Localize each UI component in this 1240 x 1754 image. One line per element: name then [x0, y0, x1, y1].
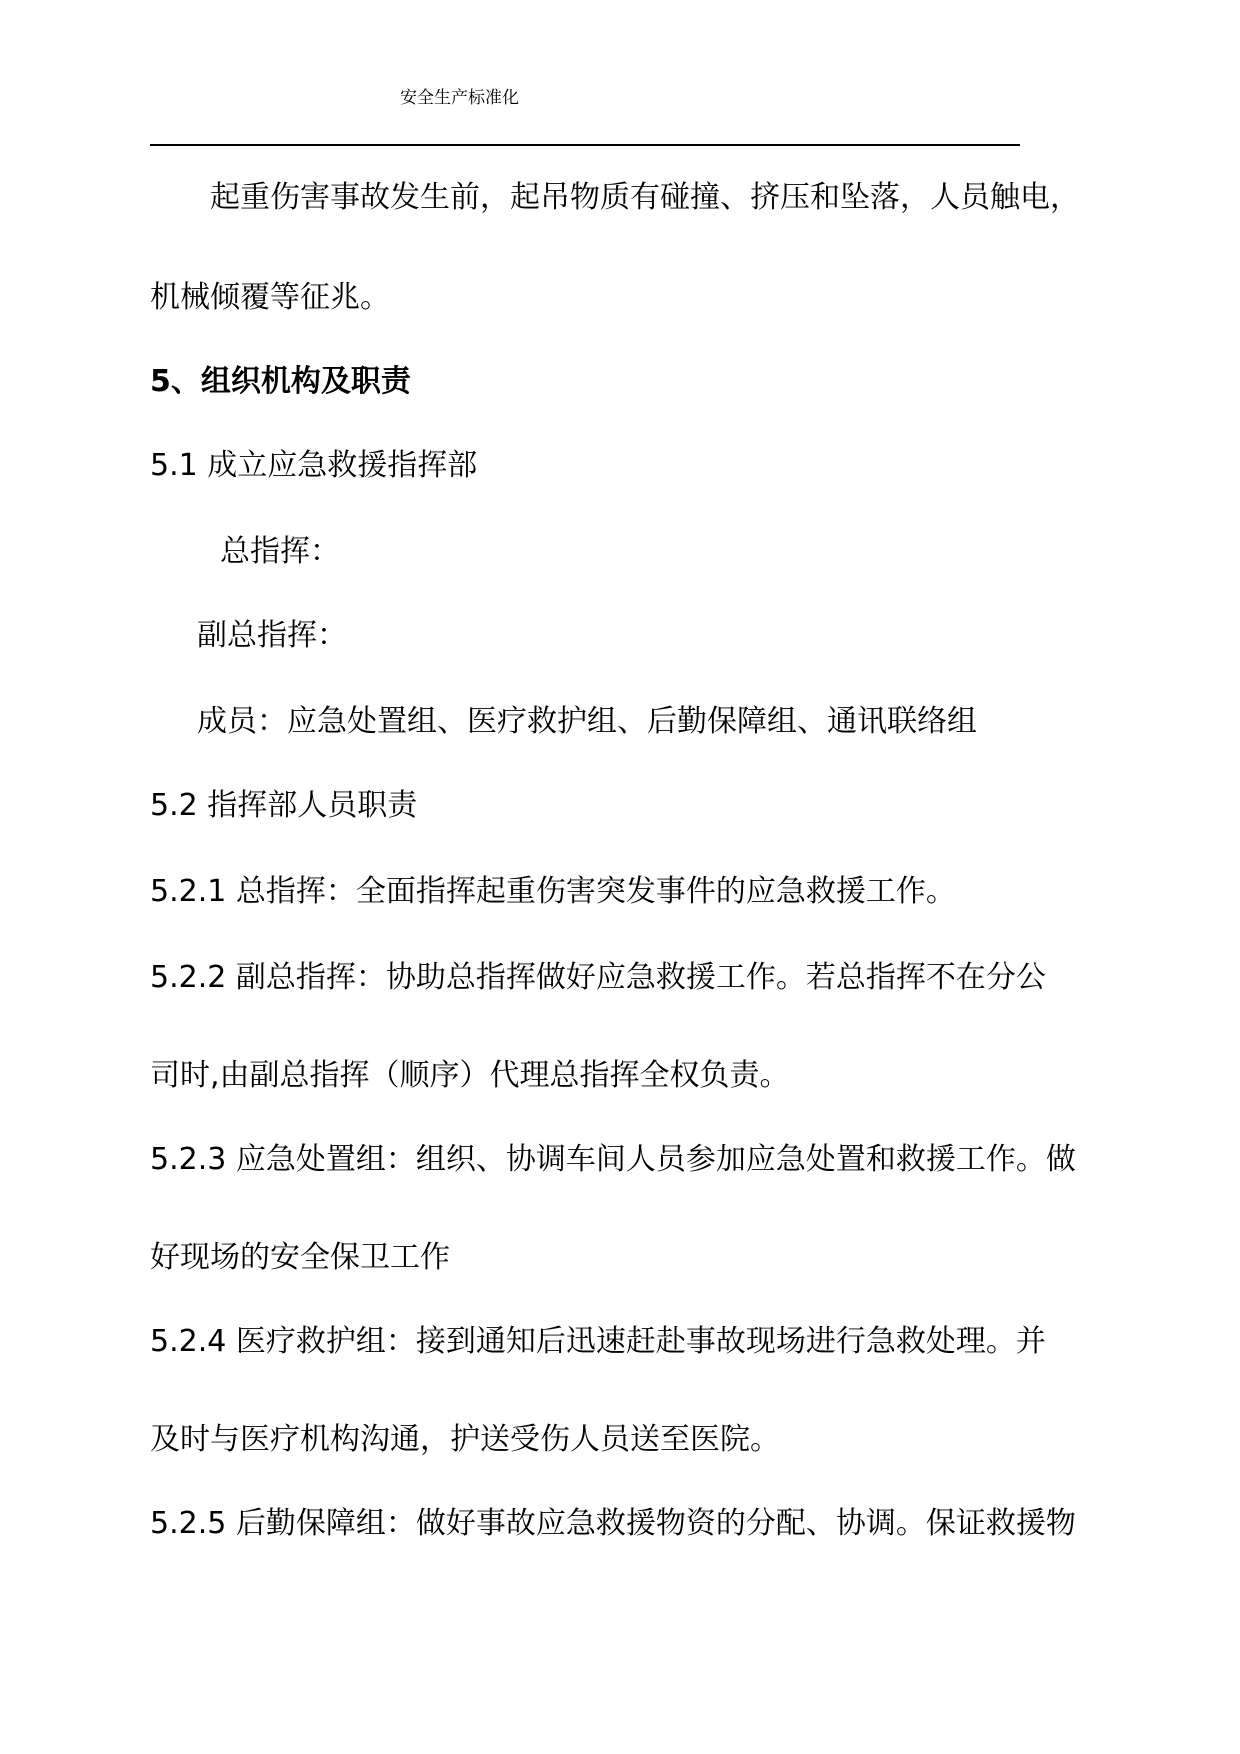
section-heading-5: 5、组织机构及职责 [150, 364, 411, 399]
item-5-2-1: 5.2.1 总指挥：全面指挥起重伤害突发事件的应急救援工作。 [150, 874, 956, 909]
paragraph-line-2: 机械倾覆等征兆。 [150, 280, 390, 315]
deputy-commander-label: 副总指挥： [197, 618, 347, 653]
item-5-2-4-line-1: 5.2.4 医疗救护组：接到通知后迅速赶赴事故现场进行急救处理。并 [150, 1324, 1046, 1359]
page-header-title: 安全生产标准化 [400, 88, 519, 108]
item-5-2-4-line-2: 及时与医疗机构沟通，护送受伤人员送至医院。 [150, 1422, 780, 1457]
item-5-2-3-line-1: 5.2.3 应急处置组：组织、协调车间人员参加应急处置和救援工作。做 [150, 1142, 1076, 1177]
paragraph-line-1: 起重伤害事故发生前，起吊物质有碰撞、挤压和坠落，人员触电， [210, 180, 1080, 215]
item-5-2-3-line-2: 好现场的安全保卫工作 [150, 1240, 450, 1275]
item-5-2-2-line-1: 5.2.2 副总指挥：协助总指挥做好应急救援工作。若总指挥不在分公 [150, 960, 1046, 995]
members-line: 成员：应急处置组、医疗救护组、后勤保障组、通讯联络组 [197, 704, 977, 739]
item-5-2-2-line-2: 司时,由副总指挥（顺序）代理总指挥全权负责。 [150, 1058, 790, 1093]
commander-label: 总指挥： [220, 534, 340, 569]
subsection-heading-5-1: 5.1 成立应急救援指挥部 [150, 448, 478, 483]
header-divider [150, 144, 1020, 146]
subsection-heading-5-2: 5.2 指挥部人员职责 [150, 788, 418, 823]
item-5-2-5-line-1: 5.2.5 后勤保障组：做好事故应急救援物资的分配、协调。保证救援物 [150, 1506, 1076, 1541]
